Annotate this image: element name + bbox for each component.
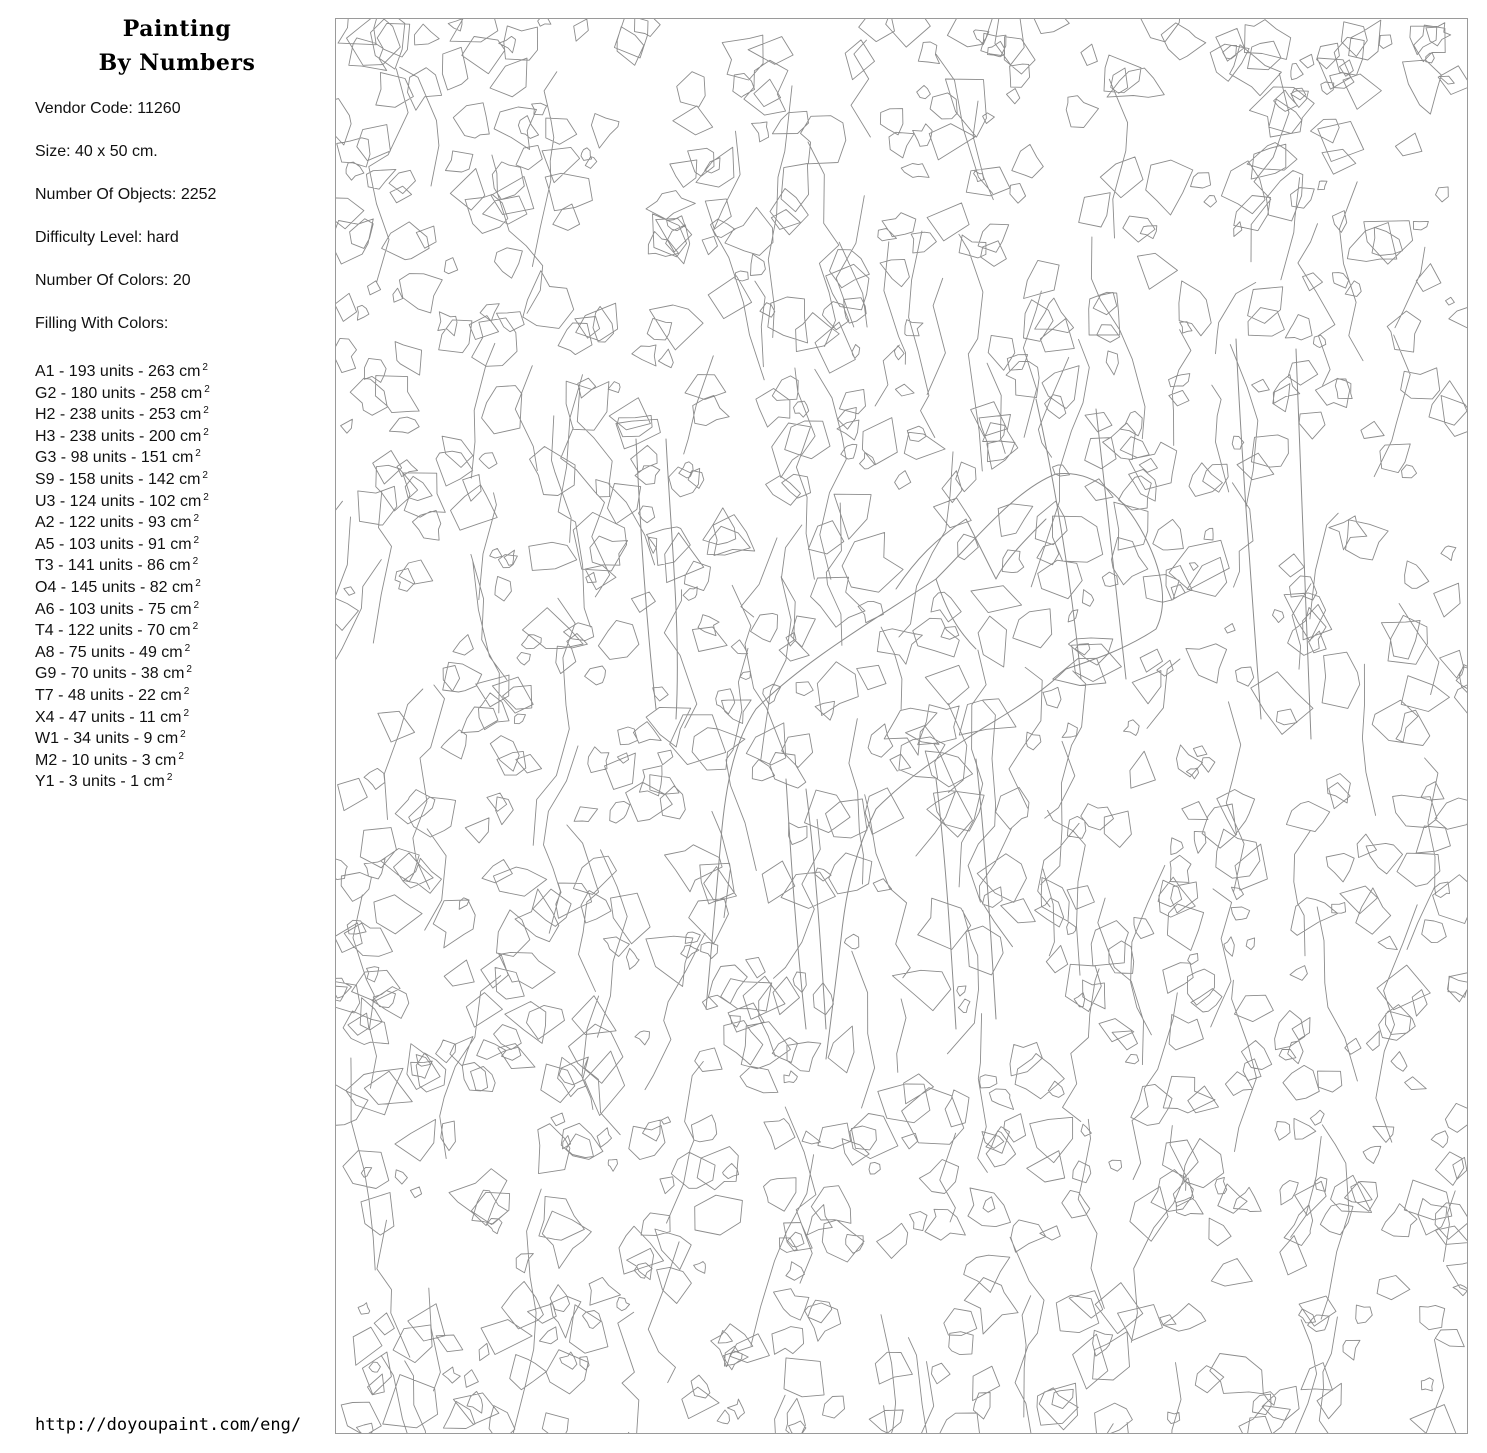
color-item: A2 - 122 units - 93 cm $^2$ [35,513,200,532]
color-item: O4 - 145 units - 82 cm $^2$ [35,577,201,596]
color-item: M2 - 10 units - 3 cm $^2$ [35,750,184,769]
title-line-2: By Numbers [98,50,256,76]
color-item: S9 - 158 units - 142 cm $^2$ [35,469,208,488]
info-sidebar [0,0,330,1453]
color-item: U3 - 124 units - 102 cm $^2$ [35,491,209,510]
coloring-canvas [335,18,1468,1434]
color-item: A1 - 193 units - 263 cm $^2$ [35,362,208,380]
color-item: G3 - 98 units - 151 cm $^2$ [35,448,201,467]
color-item: A8 - 75 units - 49 cm $^2$ [35,642,191,661]
color-count: Number Of Colors: 20 [35,272,191,289]
color-item: W1 - 34 units - 9 cm $^2$ [35,729,186,748]
object-count: Number Of Objects: 2252 [35,186,217,203]
horse-leg-outline [786,759,996,1029]
sheet-details [35,98,216,356]
color-item: T3 - 141 units - 86 cm $^2$ [35,556,199,575]
region-outlines [336,19,1467,1433]
color-item: X4 - 47 units - 11 cm $^2$ [35,707,189,726]
sheet-title [60,12,294,80]
outline-artwork [336,19,1467,1433]
color-item: H3 - 238 units - 200 cm $^2$ [35,426,209,445]
color-item: Y1 - 3 units - 1 cm $^2$ [35,772,173,791]
color-list [35,357,210,789]
horse-mane-outline [896,519,1046,649]
color-item: H2 - 238 units - 253 cm $^2$ [35,405,209,424]
vendor-code: Vendor Code: 11260 [35,100,181,117]
color-item: G9 - 70 units - 38 cm $^2$ [35,664,192,683]
website-url[interactable]: http://doyoupaint.com/eng/ [35,1415,302,1435]
canvas-size: Size: 40 x 50 cm. [35,143,158,160]
title-line-1: Painting [122,16,232,42]
color-item: A5 - 103 units - 91 cm $^2$ [35,534,200,553]
difficulty-level: Difficulty Level: hard [35,229,179,246]
filling-heading: Filling With Colors: [35,315,169,332]
color-item: A6 - 103 units - 75 cm $^2$ [35,599,200,618]
color-item: T4 - 122 units - 70 cm $^2$ [35,621,199,640]
color-item: G2 - 180 units - 258 cm $^2$ [35,383,210,402]
color-item: T7 - 48 units - 22 cm $^2$ [35,685,190,704]
